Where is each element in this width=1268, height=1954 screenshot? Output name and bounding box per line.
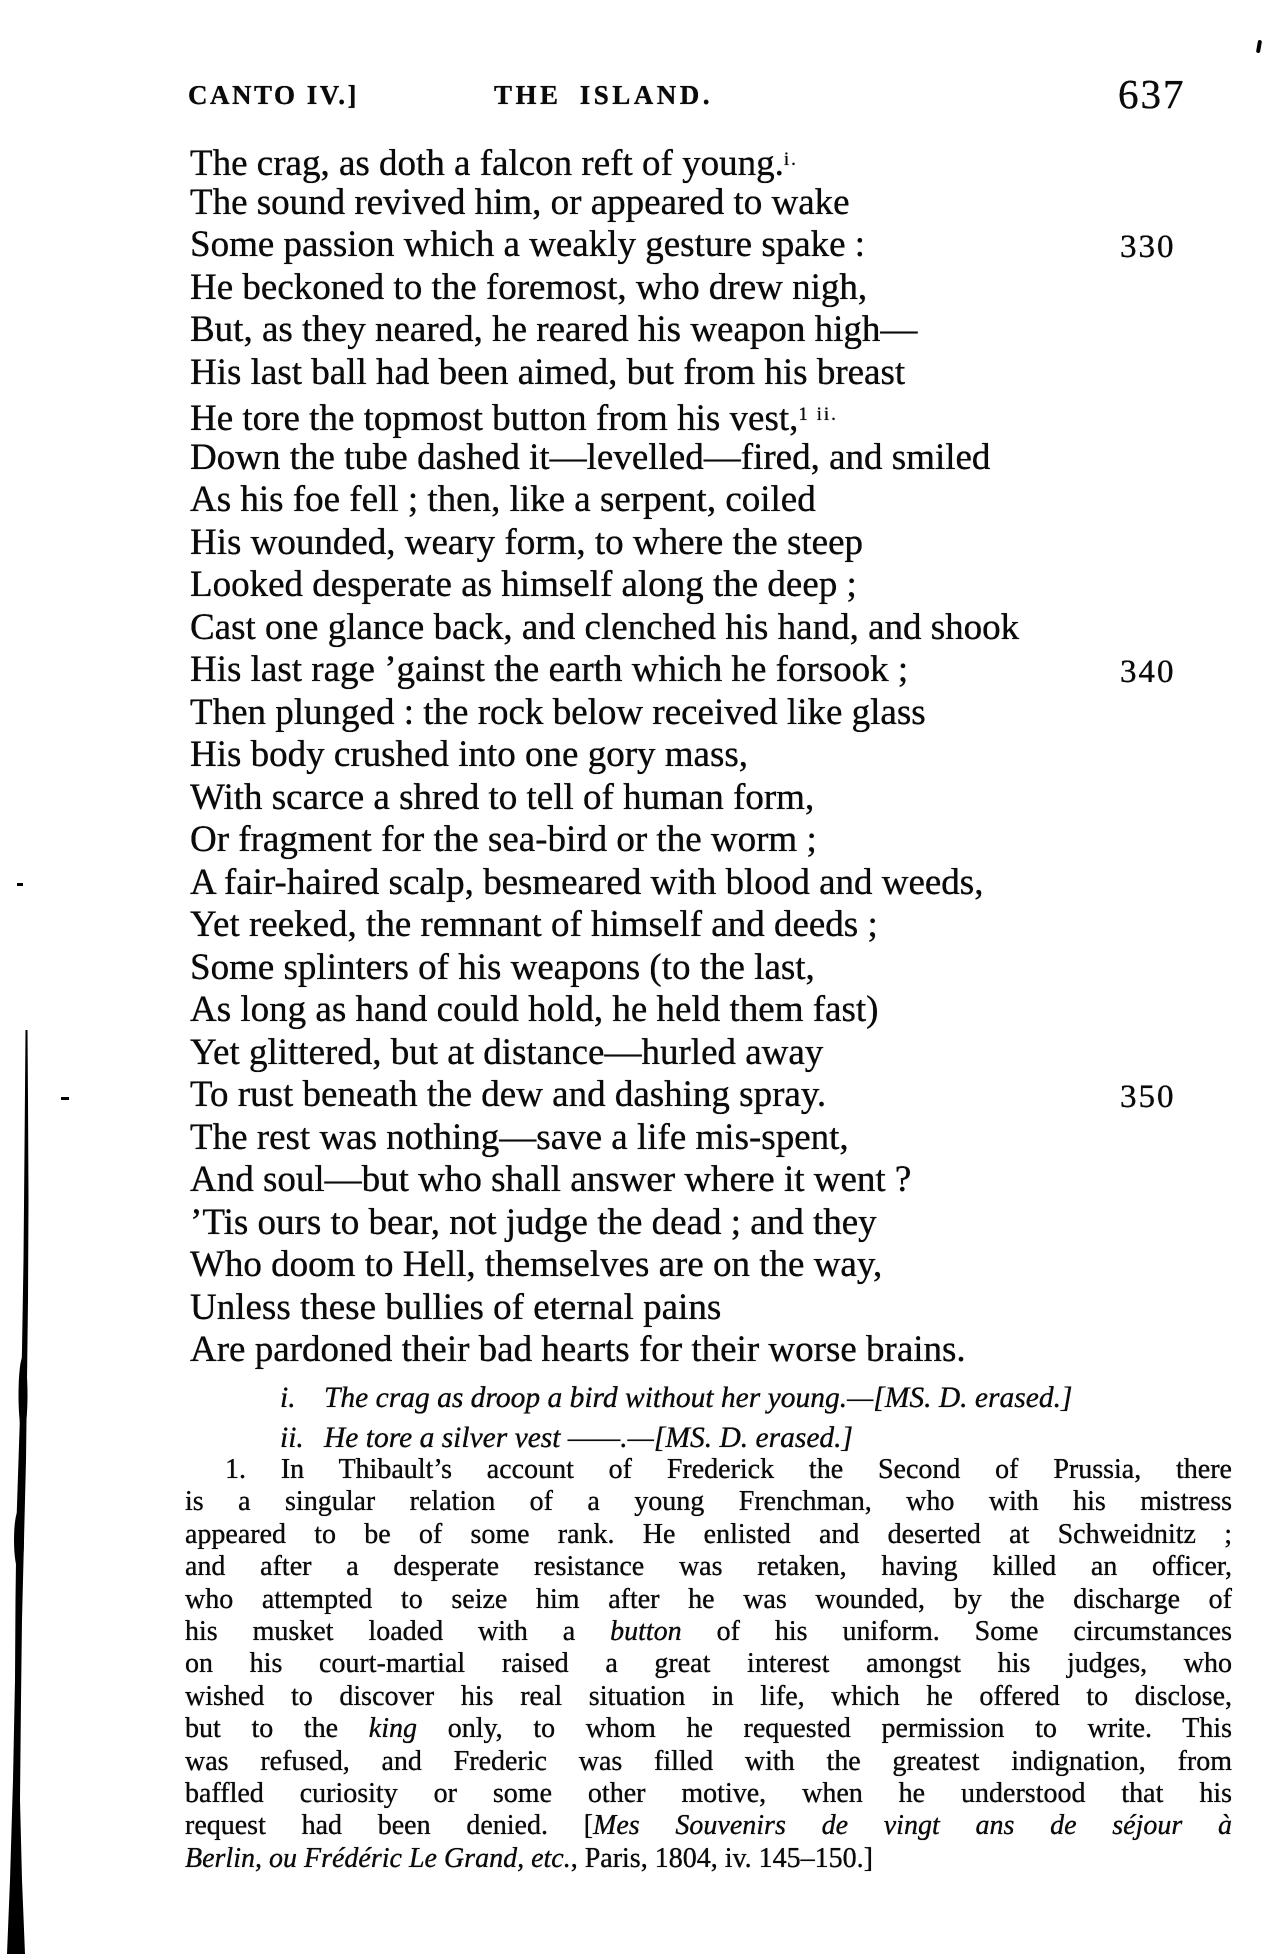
footnote-text: 1. In Thibault’s account of Frederick the Second of Prussia, there — [225, 1454, 1232, 1485]
footnote-italic-text: Mes Souvenirs de vingt ans de séjour à — [593, 1810, 1232, 1842]
footnote-line — [185, 1454, 1232, 1486]
poem-line-text: His last ball had been aimed, but from his breast — [190, 351, 906, 393]
poem-line — [190, 224, 1202, 267]
poem-line-text: With scarce a shred to tell of human form, — [190, 776, 815, 818]
footnote-line — [185, 1584, 1232, 1616]
footnote-reference-marker: i. — [783, 149, 798, 170]
variant-notes — [280, 1379, 1072, 1458]
poem-line — [190, 1287, 1202, 1330]
verse-line-number: 350 — [1120, 1079, 1176, 1115]
variant-note — [280, 1419, 1072, 1459]
variant-note — [280, 1379, 1072, 1419]
poem-line-text: Yet glittered, but at distance—hurled away — [190, 1031, 824, 1073]
poem-line-text: Cast one glance back, and clenched his hand, and shook — [190, 606, 1020, 648]
poem-line-text: The rest was nothing—save a life mis-spent, — [190, 1116, 849, 1158]
footnote-line — [185, 1648, 1232, 1680]
running-title: THE ISLAND. — [494, 80, 714, 110]
poem-line-text: And soul—but who shall answer where it went ? — [190, 1159, 912, 1200]
poem-line-text: The sound revived him, or appeared to wake — [190, 181, 850, 223]
page-number: 637 — [1118, 71, 1186, 117]
poem-line — [190, 1329, 1202, 1372]
poem-line — [190, 1117, 1202, 1160]
poem-line-text: His body crushed into one gory mass, — [190, 734, 749, 775]
editorial-footnote — [185, 1454, 1232, 1875]
footnote-text: baffled curiosity or some other motive, when he understood that his — [185, 1777, 1232, 1809]
poem-line — [190, 734, 1202, 777]
variant-note-label: ii. — [280, 1421, 304, 1454]
footnote-line — [185, 1778, 1232, 1810]
poem-line-text: Some splinters of his weapons (to the last, — [190, 946, 815, 988]
poem-line-text: ’Tis ours to bear, not judge the dead ; and they — [190, 1201, 877, 1243]
footnote-line — [185, 1810, 1232, 1842]
footnote-line — [185, 1843, 1232, 1875]
footnote-text: wished to discover his real situation in life, which he offered to disclose, — [185, 1680, 1232, 1712]
poem-line — [190, 862, 1202, 905]
poem-line — [190, 1202, 1202, 1245]
verse-line-number: 340 — [1120, 654, 1176, 690]
footnote-text: request had been denied. [ — [185, 1810, 594, 1842]
footnote-text: on his court-martial raised a great interest amongst his judges, who — [185, 1648, 1232, 1680]
canto-header: CANTO IV.] — [188, 80, 360, 110]
footnote-line — [185, 1713, 1232, 1745]
poem-line-text: Yet reeked, the remnant of himself and deeds ; — [190, 904, 878, 945]
poem-line — [190, 1032, 1202, 1075]
poem-line-text: Looked desperate as himself along the deep ; — [190, 564, 857, 605]
footnote-text: , Paris, 1804, iv. 145–150.] — [570, 1842, 873, 1874]
footnote-line — [185, 1616, 1232, 1648]
poem-line-text: As his foe fell ; then, like a serpent, coiled — [190, 479, 816, 520]
poem-line-text: Unless these bullies of eternal pains — [190, 1286, 722, 1328]
poem-line — [190, 522, 1202, 565]
poem-line — [190, 692, 1202, 735]
footnote-italic-text: king — [368, 1713, 418, 1745]
poem-line-text: Some passion which a weakly gesture spake : — [190, 224, 866, 265]
poem-line-text: The crag, as doth a falcon reft of young. — [190, 143, 784, 184]
poem-line-text: Or fragment for the sea-bird or the worm ; — [190, 819, 817, 860]
poem-line — [190, 607, 1202, 650]
poem-line — [190, 394, 1202, 437]
ink-speck — [61, 1097, 69, 1100]
poem-line-text: His last rage ’gainst the earth which he forsook ; — [190, 649, 909, 690]
poem-line — [190, 1159, 1202, 1202]
poem-line-text: But, as they neared, he reared his weapon high— — [190, 309, 918, 350]
footnote-text: of his uniform. Some circumstances — [681, 1615, 1232, 1647]
footnote-line — [185, 1746, 1232, 1778]
scan-binding-mark — [0, 0, 40, 1954]
footnote-text: is a singular relation of a young Frenchman, who with his mistress — [185, 1486, 1232, 1518]
poem-line — [190, 989, 1202, 1032]
footnote-line — [185, 1519, 1232, 1551]
poem-line-text: A fair-haired scalp, besmeared with blood and weeds, — [190, 861, 984, 903]
verse-line-number: 330 — [1120, 229, 1176, 265]
footnote-italic-text: Berlin, ou Frédéric Le Grand, etc. — [185, 1842, 571, 1874]
footnote-text: and after a desperate resistance was retaken, having killed an officer, — [185, 1551, 1232, 1583]
footnote-line — [185, 1681, 1232, 1713]
poem-line — [190, 267, 1202, 310]
poem-line — [190, 777, 1202, 820]
poem — [190, 139, 1202, 1372]
poem-line — [190, 819, 1202, 862]
poem-line — [190, 437, 1202, 480]
poem-line — [190, 1074, 1202, 1117]
ink-speck — [17, 883, 23, 886]
footnote-text: his musket loaded with a — [185, 1615, 611, 1647]
footnote-text: appeared to be of some rank. He enlisted and deserted at Schweidnitz ; — [185, 1518, 1232, 1550]
poem-line-text: Who doom to Hell, themselves are on the way, — [190, 1244, 883, 1285]
poem-line-text: Then plunged : the rock below received like glass — [190, 691, 926, 733]
footnote-text: who attempted to seize him after he was wounded, by the discharge of — [185, 1583, 1232, 1615]
poem-line — [190, 309, 1202, 352]
footnote-text: only, to whom he requested permission to write. This — [417, 1713, 1233, 1745]
poem-line-text: Down the tube dashed it—levelled—fired, and smiled — [190, 436, 991, 478]
footnote-line — [185, 1551, 1232, 1583]
poem-line — [190, 352, 1202, 395]
poem-line — [190, 904, 1202, 947]
poem-line-text: Are pardoned their bad hearts for their worse brains. — [190, 1329, 966, 1370]
ink-speck — [1256, 40, 1262, 53]
footnote-reference-marker: 1 ii. — [798, 404, 838, 425]
variant-note-text: The crag as droop a bird without her young.—[MS. D. erased.] — [324, 1382, 1073, 1414]
footnote-text: but to the — [185, 1713, 369, 1745]
poem-line — [190, 479, 1202, 522]
poem-line-text: As long as hand could hold, he held them fast) — [190, 989, 879, 1030]
poem-line-text: He tore the topmost button from his vest, — [190, 398, 799, 439]
poem-line — [190, 649, 1202, 692]
footnote-text: was refused, and Frederic was filled with the greatest indignation, from — [185, 1745, 1232, 1777]
poem-line — [190, 947, 1202, 990]
footnote-italic-text: button — [610, 1615, 682, 1647]
poem-line-text: To rust beneath the dew and dashing spray. — [190, 1074, 827, 1115]
poem-line — [190, 564, 1202, 607]
variant-note-label: i. — [280, 1382, 296, 1414]
variant-note-text: He tore a silver vest ——.—[MS. D. erased.] — [324, 1421, 854, 1454]
footnote-line — [185, 1486, 1232, 1518]
poem-line-text: He beckoned to the foremost, who drew nigh, — [190, 266, 868, 308]
poem-line — [190, 1244, 1202, 1287]
poem-line-text: His wounded, weary form, to where the steep — [190, 521, 863, 563]
poem-line — [190, 182, 1202, 225]
poem-line — [190, 139, 1202, 182]
